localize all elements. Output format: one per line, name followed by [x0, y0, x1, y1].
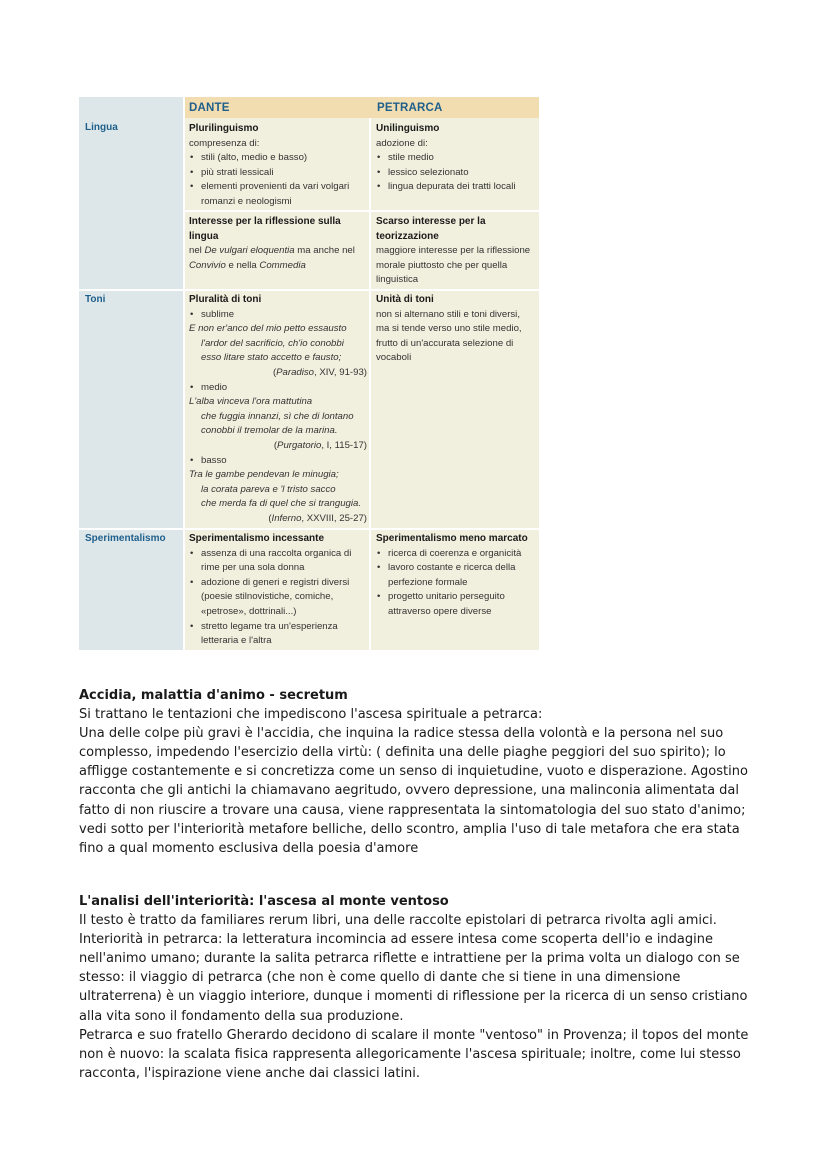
- row-label-toni: Toni: [85, 294, 106, 305]
- row-label-column: [79, 97, 183, 650]
- quote-line: che fuggia innanzi, sì che di lontano: [201, 410, 354, 422]
- section-accidia: [79, 686, 759, 858]
- quote-line: L'alba vinceva l'ora mattutina: [189, 396, 313, 408]
- cell-heading: Sperimentalismo meno marcato: [376, 533, 528, 544]
- paragraph: Interiorità in petrarca: la letteratura incomincia ad essere intesa come scoperta dell'io e indagine nell'animo umano; durante la salita petrarca riflette e intrattiene per la prima volta un dialogo con se stesso: il viaggio di petrarca (che non è come quello di dante che si tiene in una dimensione ultraterrena) è un viaggio interiore, dunque i momenti di riflessione per la ricerca di un senso cristiano alla vita sono il fondamento della sua produzione.: [79, 932, 748, 1024]
- header-dante: DANTE: [189, 102, 230, 114]
- quote-line: Tra le gambe pendevan le minugia;: [189, 469, 339, 481]
- bullet-list: [189, 151, 369, 209]
- list-item: • elementi provenienti da vari volgari romanzi e neologismi: [189, 180, 369, 209]
- list-item: • stretto legame tra un'esperienza letteraria e l'altra: [189, 620, 369, 649]
- row-label-sperimentalismo: Sperimentalismo: [85, 533, 166, 544]
- quote-reference: (Paradiso, XIV, 91-93): [272, 366, 367, 378]
- list-item: • lingua depurata dei tratti locali: [376, 180, 536, 195]
- quote-reference: (Inferno, XXVIII, 25-27): [268, 512, 367, 524]
- list-item: • lavoro costante e ricerca della perfezione formale: [376, 561, 532, 590]
- cell-intro: compresenza di:: [189, 137, 260, 149]
- paragraph: Si trattano le tentazioni che impediscono l'ascesa spirituale a petrarca:: [79, 707, 543, 723]
- header-petrarca: PETRARCA: [377, 102, 443, 114]
- row-label-lingua: Lingua: [85, 122, 118, 133]
- row-divider: [79, 528, 539, 530]
- quote-line: conobbi il tremolar de la marina.: [201, 425, 338, 437]
- list-item: • sublime: [189, 308, 369, 323]
- bullet-list: [376, 547, 532, 620]
- bullet-list: [189, 547, 369, 649]
- column-divider: [369, 118, 371, 650]
- cell-toni-petrarca: [376, 293, 526, 366]
- paragraph: Una delle colpe più gravi è l'accidia, che inquina la radice stessa della volontà e la persona nel suo complesso, impedendo l'esercizio della virtù: ( definita una delle piaghe peggiori del suo spirito); lo affligge costantemente e si concretizza come un senso di inquietudine, vuoto e disperazione. Agostino racconta che gli antichi la chiamavano aegritudo, ovvero depressione, una malinconia alimentata dal fatto di non riuscire a trovare una causa, viene rappresentata la sintomatologia del suo stato d'animo; vedi sotto per l'interiorità metafore belliche, dello scontro, amplia l'uso di tale metafora che era stata fino a qual momento esclusiva della poesia d'amore: [79, 726, 748, 856]
- cell-heading: Sperimentalismo incessante: [189, 533, 325, 544]
- cell-lingua-petrarca-b: [376, 215, 536, 288]
- column-divider: [183, 97, 185, 650]
- cell-text: nel De vulgari eloquentia ma anche nel Convivio e nella Commedia: [189, 245, 355, 271]
- quote-line: che merda fa di quel che si trangugia.: [201, 498, 361, 510]
- cell-sperimentalismo-petrarca: [376, 532, 532, 620]
- cell-sperimentalismo-dante: [189, 532, 369, 649]
- list-item: • assenza di una raccolta organica di rime per una sola donna: [189, 547, 369, 576]
- paragraph: Il testo è tratto da familiares rerum libri, una delle raccolte epistolari di petrarca rivolta agli amici.: [79, 913, 717, 929]
- subrow-divider: [183, 210, 539, 212]
- list-item: • adozione di generi e registri diversi (poesie stilnovistiche, comiche, «petrose», dottrinali...): [189, 576, 369, 620]
- cell-lingua-petrarca-a: [376, 122, 536, 195]
- quote-line: esso litare stato accetto e fausto;: [201, 352, 342, 364]
- cell-heading: Plurilinguismo: [189, 123, 259, 134]
- cell-heading: Scarso interesse per la teorizzazione: [376, 216, 486, 242]
- cell-heading: Unilinguismo: [376, 123, 440, 134]
- comparison-table: [79, 97, 539, 650]
- list-item: • più strati lessicali: [189, 166, 369, 181]
- list-item: • stile medio: [376, 151, 536, 166]
- list-item: • medio: [189, 381, 369, 396]
- cell-text: non si alternano stili e toni diversi, ma si tende verso uno stile medio, frutto di un'accurata selezione di vocaboli: [376, 308, 522, 364]
- list-item: • stili (alto, medio e basso): [189, 151, 369, 166]
- cell-toni-dante: [189, 293, 369, 527]
- quote-line: la corata pareva e 'l tristo sacco: [201, 483, 336, 495]
- quote-line: E non er'anco del mio petto essausto: [189, 323, 347, 335]
- cell-heading: Interesse per la riflessione sulla lingua: [189, 216, 341, 242]
- list-item: • progetto unitario perseguito attraverso opere diverse: [376, 590, 532, 619]
- list-item: • ricerca di coerenza e organicità: [376, 547, 532, 562]
- cell-text: maggiore interesse per la riflessione morale piuttosto che per quella linguistica: [376, 245, 531, 286]
- list-item: • lessico selezionato: [376, 166, 536, 181]
- list-item: • basso: [189, 454, 369, 469]
- cell-heading: Unità di toni: [376, 294, 434, 305]
- cell-heading: Pluralità di toni: [189, 294, 262, 305]
- quote-reference: (Purgatorio, I, 115-17): [273, 439, 367, 451]
- cell-intro: adozione di:: [376, 137, 428, 149]
- section-interiorita: [79, 892, 759, 1083]
- quote-line: l'ardor del sacrificio, ch'io conobbi: [201, 337, 344, 349]
- paragraph: Petrarca e suo fratello Gherardo decidono di scalare il monte "ventoso" in Provenza; il topos del monte non è nuovo: la scalata fisica rappresenta allegoricamente l'ascesa spirituale; inoltre, come lui stesso racconta, l'ispirazione viene anche dai classici latini.: [79, 1027, 749, 1081]
- cell-lingua-dante-a: [189, 122, 369, 210]
- section-title: Accidia, malattia d'animo - secretum: [79, 688, 348, 703]
- section-title: L'analisi dell'interiorità: l'ascesa al monte ventoso: [79, 894, 449, 909]
- cell-lingua-dante-b: [189, 215, 365, 273]
- bullet-list: [376, 151, 536, 195]
- row-divider: [79, 289, 539, 291]
- table-header: [79, 97, 539, 118]
